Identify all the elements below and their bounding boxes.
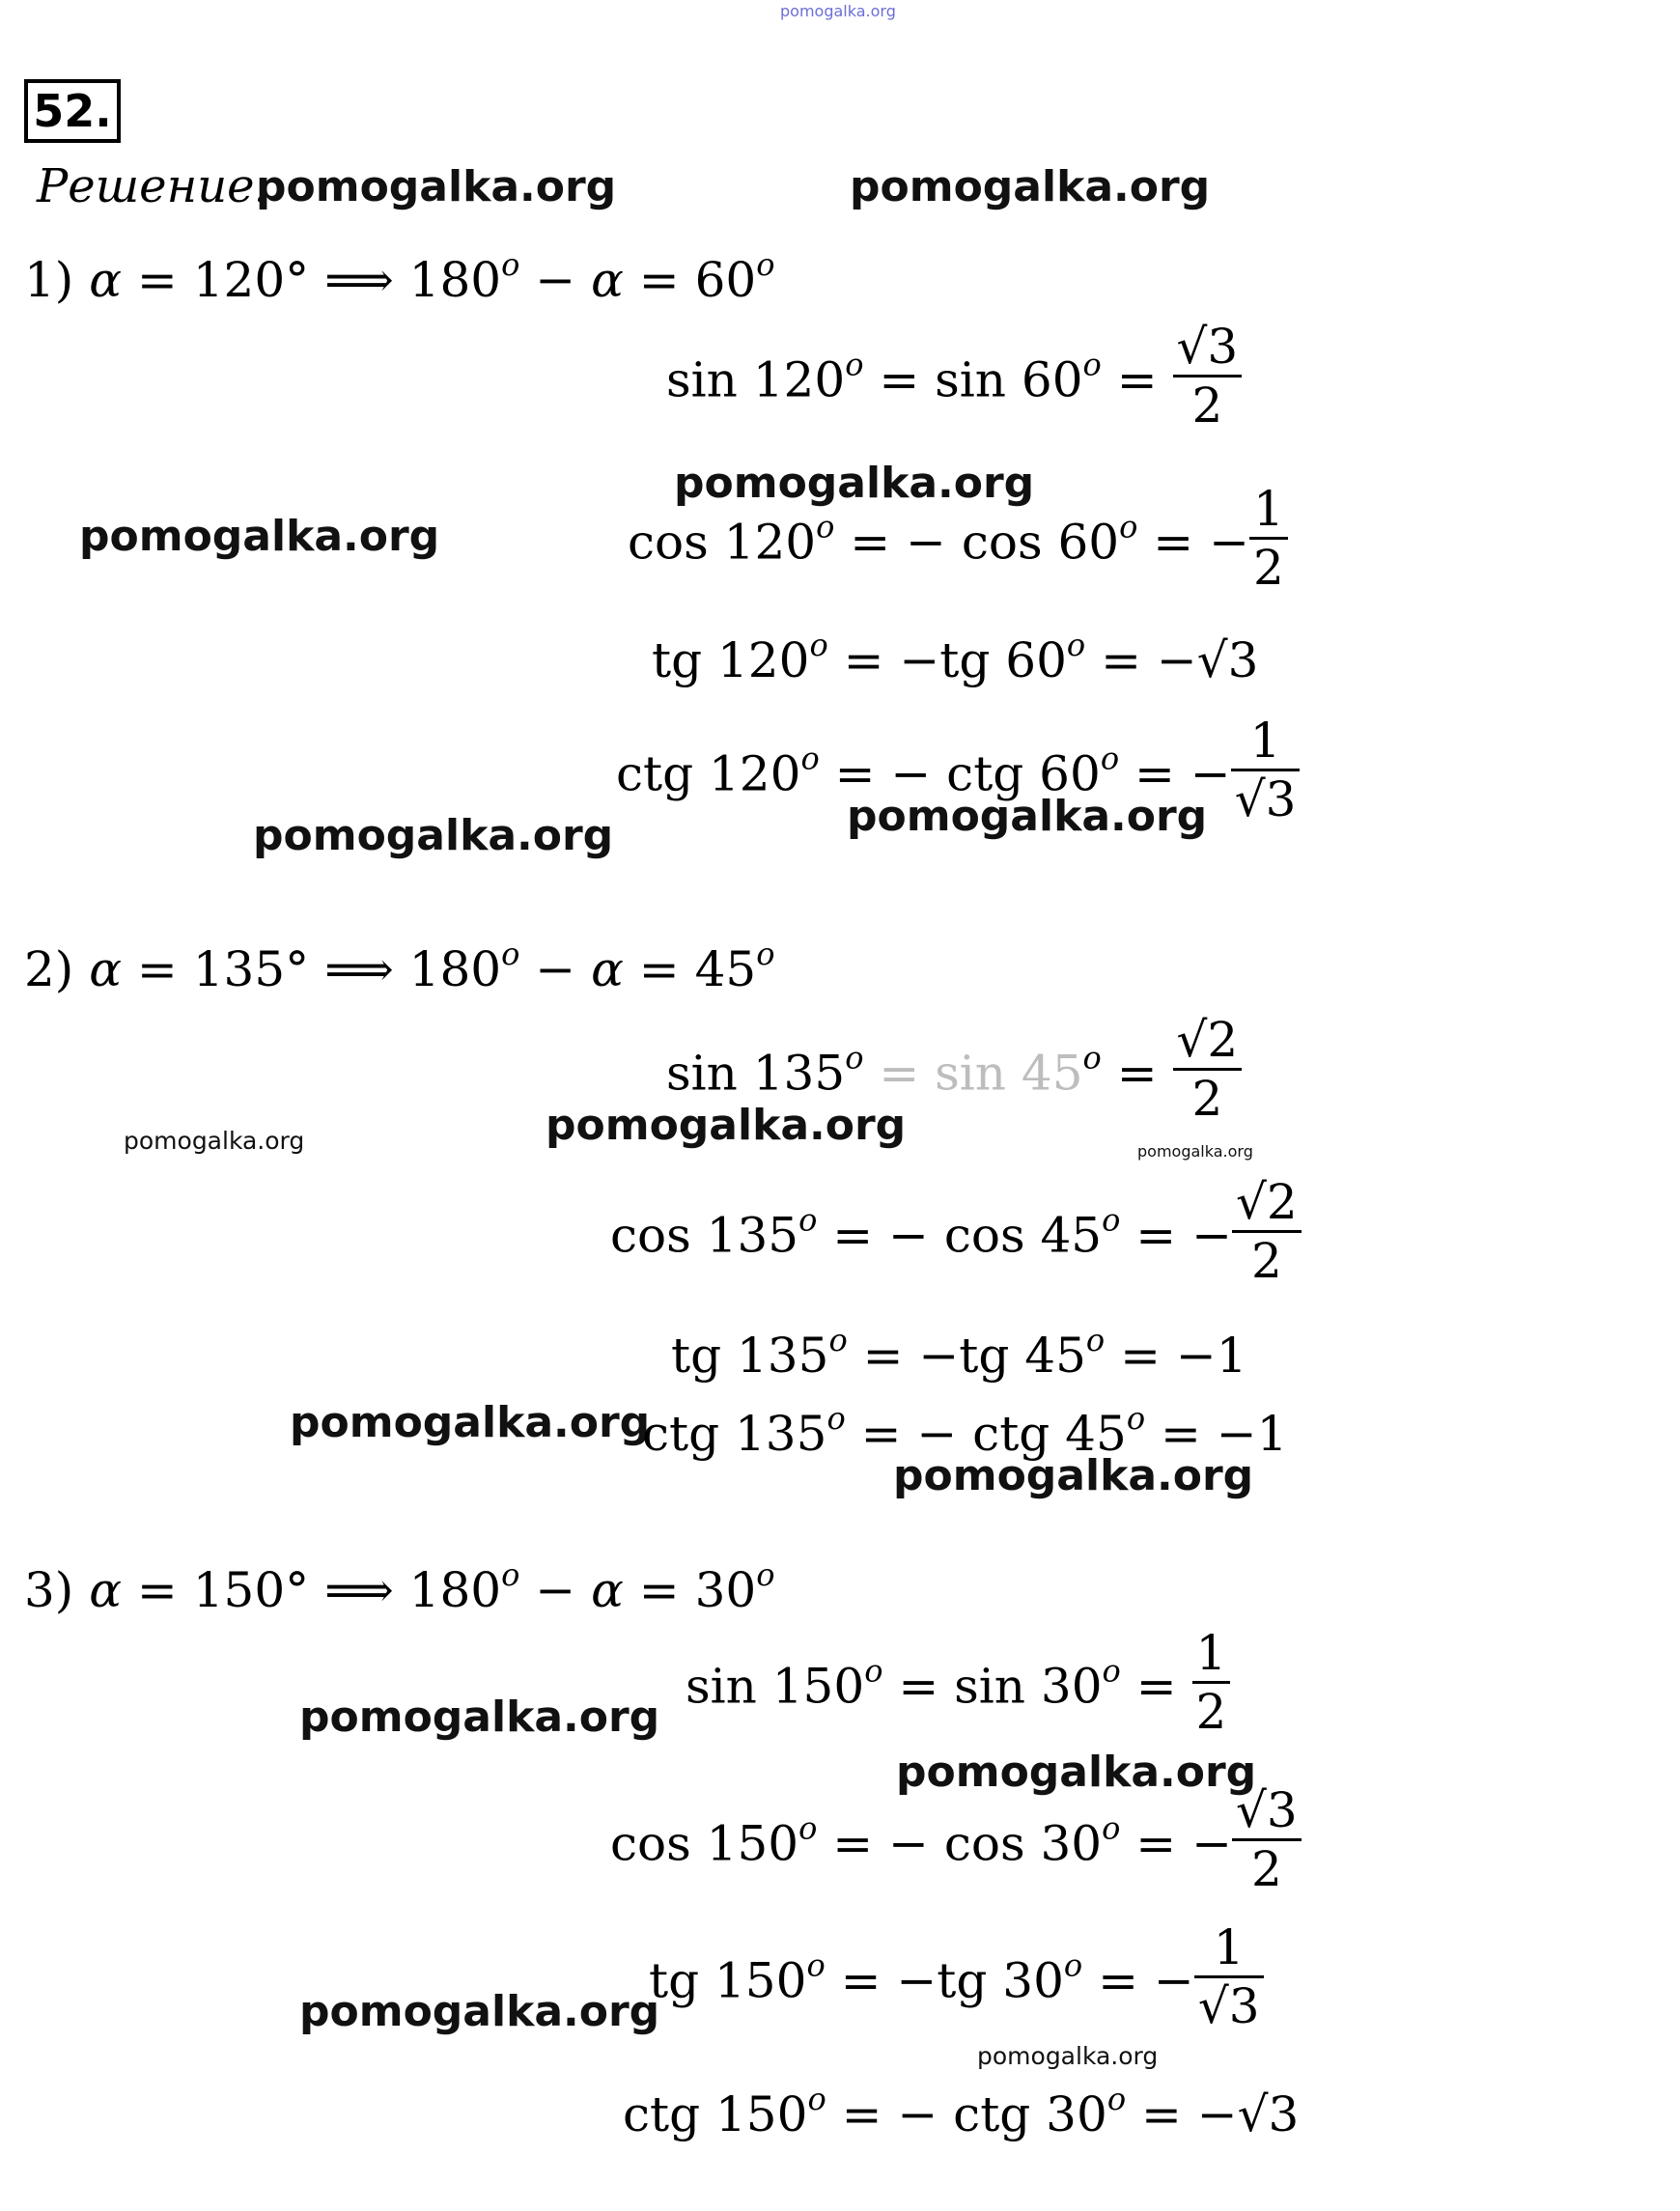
watermark: pomogalka.org — [546, 1101, 907, 1150]
watermark: pomogalka.org — [290, 1398, 651, 1447]
watermark: pomogalka.org — [299, 1693, 660, 1742]
watermark: pomogalka.org — [674, 459, 1035, 508]
part1-sin-line: sin 120$^o$ = sin 60$^o$ = $\frac{√3}{2}$ — [666, 330, 1242, 437]
problem-number: 52. — [24, 79, 121, 143]
part3-ctg-line: ctg 150$^o$ = − ctg 30$^o$ = −√3 — [623, 2081, 1300, 2142]
watermark: pomogalka.org — [1137, 1142, 1253, 1161]
watermark: pomogalka.org — [256, 162, 617, 211]
top-watermark: pomogalka.org — [780, 2, 896, 20]
part1-header: 1) α = 120° ⟹ 180$^o$ − α = 60$^o$ — [24, 246, 775, 308]
part2-tg-line: tg 135$^o$ = −tg 45$^o$ = −1 — [671, 1322, 1247, 1384]
part3-tg-line: tg 150$^o$ = −tg 30$^o$ = − $\frac{1}{√3}$ — [649, 1931, 1264, 2038]
part2-cos-line: cos 135$^o$ = − cos 45$^o$ = − $\frac{√2}{2}$ — [610, 1186, 1302, 1293]
watermark: pomogalka.org — [896, 1748, 1257, 1797]
part3-sin-line: sin 150$^o$ = sin 30$^o$ = $\frac{1}{2}$ — [686, 1637, 1230, 1744]
watermark: pomogalka.org — [79, 512, 440, 561]
part1-ctg-line: ctg 120$^o$ = − ctg 60$^o$ = − $\frac{1}{√3}$ — [616, 724, 1300, 831]
watermark: pomogalka.org — [850, 162, 1211, 211]
part1-tg-line: tg 120$^o$ = −tg 60$^o$ = −√3 — [652, 627, 1259, 688]
watermark: pomogalka.org — [847, 792, 1208, 841]
watermark: pomogalka.org — [893, 1451, 1254, 1500]
part1-cos-line: cos 120$^o$ = − cos 60$^o$ = − $\frac{1}{2}$ — [628, 492, 1288, 600]
watermark: pomogalka.org — [977, 2042, 1159, 2070]
watermark: pomogalka.org — [253, 811, 614, 860]
watermark: pomogalka.org — [299, 1987, 660, 2036]
part2-ctg-line: ctg 135$^o$ = − ctg 45$^o$ = −1 — [642, 1400, 1288, 1462]
watermark: pomogalka.org — [124, 1127, 305, 1155]
part3-header: 3) α = 150° ⟹ 180$^o$ − α = 30$^o$ — [24, 1556, 775, 1618]
solution-label: Решение: — [37, 159, 270, 213]
part2-sin-line: sin 135$^o$ = sin 45$^o$ = $\frac{√2}{2}$ — [666, 1023, 1242, 1131]
part3-cos-line: cos 150$^o$ = − cos 30$^o$ = − $\frac{√3}{2}$ — [610, 1794, 1302, 1901]
part2-header: 2) α = 135° ⟹ 180$^o$ − α = 45$^o$ — [24, 936, 775, 997]
